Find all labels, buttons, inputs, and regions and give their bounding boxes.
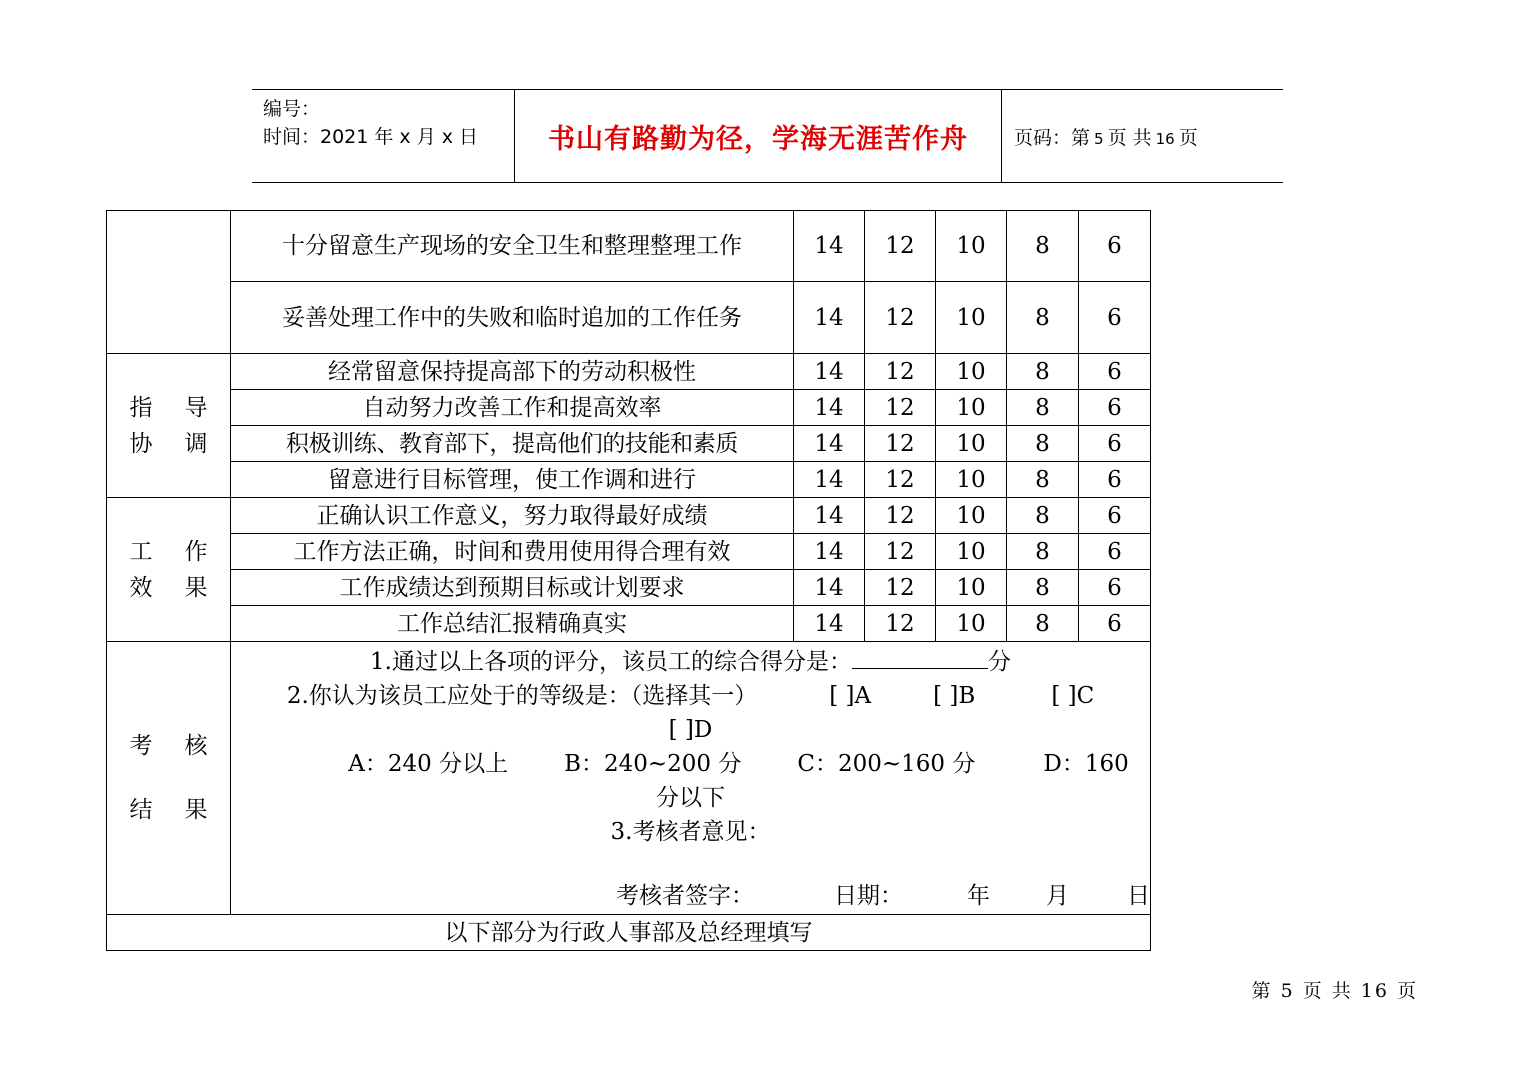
score-cell: 8 bbox=[1007, 534, 1079, 570]
score-cell: 12 bbox=[865, 282, 936, 354]
score-cell: 14 bbox=[794, 426, 865, 462]
item-text: 经常留意保持提高部下的劳动积极性 bbox=[231, 354, 794, 390]
score-cell: 6 bbox=[1079, 534, 1151, 570]
day-label: 日 bbox=[1127, 882, 1150, 909]
total-score-line: 1.通过以上各项的评分，该员工的综合得分是： 分 bbox=[231, 644, 1150, 679]
score-cell: 12 bbox=[865, 211, 936, 282]
score-cell: 14 bbox=[794, 211, 865, 282]
table-row bbox=[107, 534, 1151, 570]
option-c-checkbox[interactable]: [ ]C bbox=[1051, 682, 1095, 709]
score-cell: 10 bbox=[936, 606, 1007, 642]
score-cell: 6 bbox=[1079, 354, 1151, 390]
score-cell: 10 bbox=[936, 498, 1007, 534]
table-row bbox=[107, 354, 1151, 390]
category-cell-work-results: 工 作 效 果 bbox=[107, 498, 231, 642]
score-cell: 6 bbox=[1079, 462, 1151, 498]
option-b-checkbox[interactable]: [ ]B bbox=[933, 682, 976, 709]
header-page-cell bbox=[1002, 90, 1283, 182]
score-cell: 6 bbox=[1079, 282, 1151, 354]
score-cell: 6 bbox=[1079, 570, 1151, 606]
motto-text: 书山有路勤为径，学海无涯苦作舟 bbox=[548, 123, 968, 155]
score-cell: 8 bbox=[1007, 606, 1079, 642]
category-cell-empty bbox=[107, 211, 231, 354]
table-row bbox=[107, 915, 1151, 951]
item-text: 积极训练、教育部下，提高他们的技能和素质 bbox=[231, 426, 794, 462]
score-cell: 8 bbox=[1007, 211, 1079, 282]
score-cell: 10 bbox=[936, 354, 1007, 390]
category-cell-assessment-result: 考 核 结 果 bbox=[107, 642, 231, 915]
item-text: 留意进行目标管理，使工作调和进行 bbox=[231, 462, 794, 498]
table-row bbox=[107, 211, 1151, 282]
score-cell: 12 bbox=[865, 354, 936, 390]
score-cell: 12 bbox=[865, 534, 936, 570]
assessment-result-cell bbox=[231, 642, 1151, 915]
table-row bbox=[107, 498, 1151, 534]
score-cell: 8 bbox=[1007, 282, 1079, 354]
score-cell: 8 bbox=[1007, 426, 1079, 462]
score-cell: 10 bbox=[936, 534, 1007, 570]
table-row bbox=[107, 606, 1151, 642]
score-cell: 14 bbox=[794, 606, 865, 642]
score-cell: 12 bbox=[865, 462, 936, 498]
score-cell: 10 bbox=[936, 426, 1007, 462]
score-cell: 12 bbox=[865, 570, 936, 606]
score-cell: 14 bbox=[794, 354, 865, 390]
item-text: 妥善处理工作中的失败和临时追加的工作任务 bbox=[231, 282, 794, 354]
score-cell: 6 bbox=[1079, 211, 1151, 282]
month-label: 月 bbox=[1046, 882, 1069, 909]
score-cell: 12 bbox=[865, 390, 936, 426]
total-score-blank[interactable] bbox=[852, 644, 988, 669]
score-cell: 6 bbox=[1079, 426, 1151, 462]
score-cell: 6 bbox=[1079, 498, 1151, 534]
page-code: 页码：第 5 页 共 16 页 bbox=[1014, 126, 1198, 149]
grade-c-range: C：200~160 分 bbox=[797, 750, 976, 777]
option-d-line bbox=[231, 713, 1150, 747]
score-cell: 12 bbox=[865, 426, 936, 462]
table-row bbox=[107, 282, 1151, 354]
score-cell: 14 bbox=[794, 390, 865, 426]
option-d-checkbox[interactable]: [ ]D bbox=[668, 716, 713, 743]
year-label: 年 bbox=[967, 882, 990, 909]
table-row bbox=[107, 390, 1151, 426]
signer-label: 考核者签字： bbox=[616, 882, 754, 909]
category-cell-guidance: 指 导 协 调 bbox=[107, 354, 231, 498]
score-cell: 10 bbox=[936, 390, 1007, 426]
score-cell: 8 bbox=[1007, 570, 1079, 606]
item-text: 十分留意生产现场的安全卫生和整理整理工作 bbox=[231, 211, 794, 282]
evaluation-table bbox=[106, 210, 1151, 951]
table-row bbox=[107, 426, 1151, 462]
document-number-label: 编号： bbox=[263, 98, 321, 120]
admin-section-note: 以下部分为行政人事部及总经理填写 bbox=[107, 915, 1151, 951]
header-motto-cell bbox=[514, 90, 1002, 182]
grade-d-tail: 分以下 bbox=[656, 784, 725, 811]
score-cell: 12 bbox=[865, 606, 936, 642]
option-a-checkbox[interactable]: [ ]A bbox=[829, 682, 872, 709]
grade-ranges-line bbox=[231, 747, 1150, 781]
score-cell: 12 bbox=[865, 498, 936, 534]
score-cell: 14 bbox=[794, 282, 865, 354]
score-cell: 6 bbox=[1079, 390, 1151, 426]
document-time-label: 时间：2021 年 x 月 x 日 bbox=[263, 126, 479, 148]
item-text: 正确认识工作意义，努力取得最好成绩 bbox=[231, 498, 794, 534]
date-label: 日期： bbox=[834, 882, 903, 909]
page-footer-number: 第 5 页 共 16 页 bbox=[1251, 980, 1418, 1002]
item-text: 工作总结汇报精确真实 bbox=[231, 606, 794, 642]
item-text: 工作方法正确，时间和费用使用得合理有效 bbox=[231, 534, 794, 570]
score-cell: 14 bbox=[794, 498, 865, 534]
score-cell: 6 bbox=[1079, 606, 1151, 642]
score-cell: 8 bbox=[1007, 354, 1079, 390]
score-cell: 8 bbox=[1007, 390, 1079, 426]
score-cell: 10 bbox=[936, 211, 1007, 282]
item-text: 工作成绩达到预期目标或计划要求 bbox=[231, 570, 794, 606]
score-cell: 8 bbox=[1007, 462, 1079, 498]
grade-d-range: D：160 bbox=[1043, 750, 1129, 777]
score-cell: 10 bbox=[936, 462, 1007, 498]
reviewer-opinion-label: 3.考核者意见： bbox=[610, 818, 771, 845]
score-cell: 14 bbox=[794, 570, 865, 606]
page-header bbox=[252, 89, 1283, 183]
score-cell: 14 bbox=[794, 534, 865, 570]
item-text: 自动努力改善工作和提高效率 bbox=[231, 390, 794, 426]
score-cell: 8 bbox=[1007, 498, 1079, 534]
grade-a-range: A：240 分以上 bbox=[348, 750, 509, 777]
table-row bbox=[107, 462, 1151, 498]
score-cell: 10 bbox=[936, 570, 1007, 606]
score-cell: 14 bbox=[794, 462, 865, 498]
signature-row bbox=[231, 879, 1150, 913]
table-row bbox=[107, 570, 1151, 606]
score-cell: 10 bbox=[936, 282, 1007, 354]
grade-choice-line: 2.你认为该员工应处于的等级是：（选择其一） [ ]A [ ]B [ ]C bbox=[231, 679, 1150, 713]
header-meta-cell bbox=[252, 90, 514, 182]
grade-b-range: B：240~200 分 bbox=[564, 750, 742, 777]
result-row bbox=[107, 642, 1151, 915]
